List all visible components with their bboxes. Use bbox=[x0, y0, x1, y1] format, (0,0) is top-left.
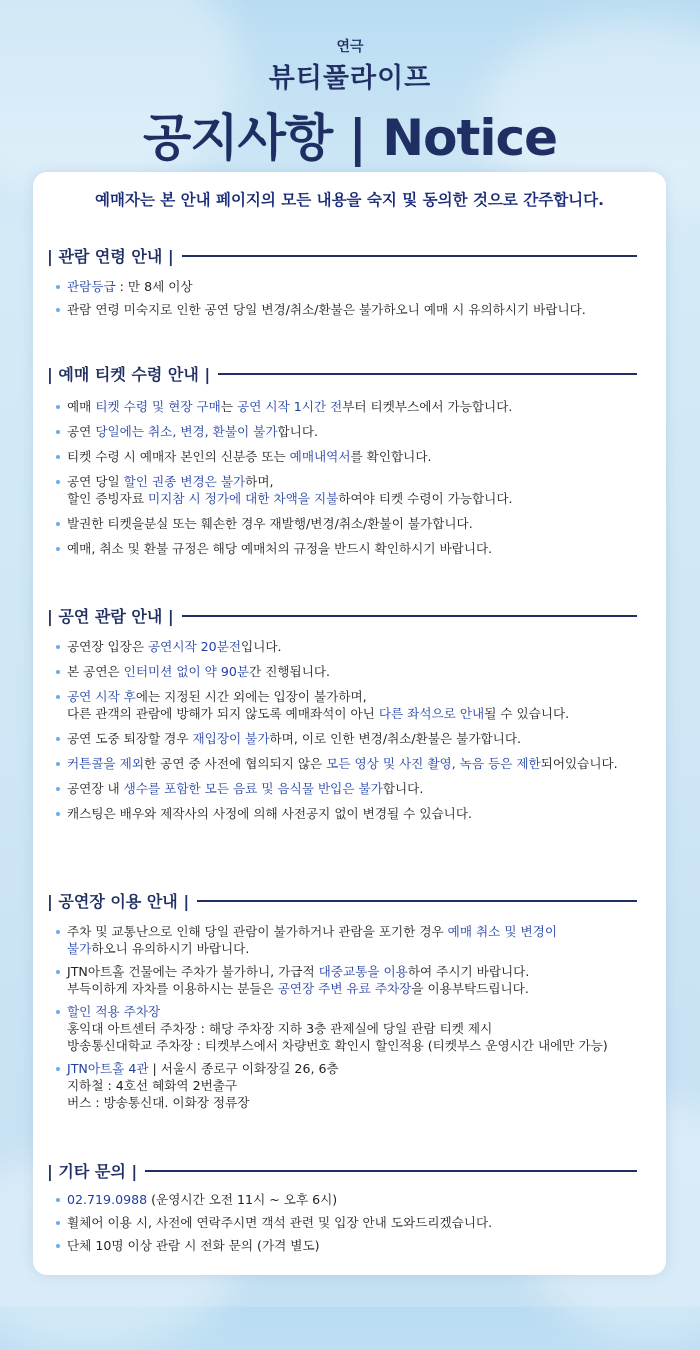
item-line bbox=[67, 540, 637, 557]
body-text: 공연 당일 bbox=[67, 474, 124, 489]
item-line bbox=[67, 1003, 637, 1020]
body-text: 주차 및 교통난으로 인해 당일 관람이 불가하거나 관람을 포기한 경우 bbox=[67, 924, 448, 939]
section-venue bbox=[47, 887, 637, 1117]
item-line bbox=[67, 1037, 637, 1054]
body-text: 홍익대 아트센터 주차장 : 해당 주차장 지하 3층 관제실에 당일 관람 티켓 제시 bbox=[67, 1021, 493, 1036]
list-item bbox=[47, 923, 637, 957]
body-text: 공연 bbox=[67, 424, 96, 439]
bullet-dot bbox=[56, 405, 60, 409]
body-text: 공연 도중 퇴장할 경우 bbox=[67, 731, 193, 746]
section-title: | 기타 문의 | bbox=[47, 1161, 138, 1181]
item-line bbox=[67, 423, 637, 440]
item-line bbox=[67, 1020, 637, 1037]
list-item bbox=[47, 805, 637, 822]
body-text: 입니다. bbox=[241, 639, 282, 654]
highlight-text: 할인 적용 주차장 bbox=[67, 1004, 161, 1019]
highlight-text: 공연 시작 1시간 전 bbox=[237, 399, 343, 414]
body-text: 되어있습니다. bbox=[540, 756, 618, 771]
bullet-dot bbox=[56, 285, 60, 289]
item-line bbox=[67, 490, 637, 507]
list-item bbox=[47, 1191, 637, 1208]
genre-label: 연극 bbox=[336, 39, 364, 55]
bullet-dot bbox=[56, 547, 60, 551]
item-line bbox=[67, 923, 637, 940]
body-text: 부득이하게 자차를 이용하시는 분들은 bbox=[67, 981, 278, 996]
highlight-text: JTN아트홀 4관 bbox=[67, 1061, 149, 1076]
bullet-dot bbox=[56, 812, 60, 816]
section-viewing bbox=[47, 602, 637, 830]
highlight-text: 다른 좌석으로 안내 bbox=[378, 706, 485, 721]
bullet-dot bbox=[56, 1198, 60, 1202]
list-item bbox=[47, 638, 637, 655]
body-text: 방송통신대학교 주차장 : 티켓부스에서 차량번호 확인시 할인적용 (티켓부스 운영시간 내에만 가능) bbox=[67, 1038, 608, 1053]
bullet-dot bbox=[56, 430, 60, 434]
item-line bbox=[67, 1077, 637, 1094]
item-line bbox=[67, 1094, 637, 1111]
list-item bbox=[47, 278, 637, 295]
item-line bbox=[67, 515, 637, 532]
item-line bbox=[67, 940, 637, 957]
highlight-text: 할인 권종 변경은 불가 bbox=[123, 474, 246, 489]
highlight-text: 공연시작 20분전 bbox=[148, 639, 242, 654]
bullet-dot bbox=[56, 480, 60, 484]
body-text: 다른 관객의 관람에 방해가 되지 않도록 예매좌석이 아닌 bbox=[67, 706, 379, 721]
list-item bbox=[47, 423, 637, 440]
section-list bbox=[47, 638, 637, 822]
list-item bbox=[47, 448, 637, 465]
section-title: | 공연장 이용 안내 | bbox=[47, 891, 190, 911]
highlight-text: 커튼콜을 제외 bbox=[67, 756, 144, 771]
body-text: : 만 8세 이상 bbox=[115, 279, 193, 294]
item-line bbox=[67, 1060, 637, 1077]
body-text: 부터 티켓부스에서 가능합니다. bbox=[342, 399, 513, 414]
item-line bbox=[67, 755, 637, 772]
item-line bbox=[67, 963, 637, 980]
body-text: 하며, bbox=[245, 474, 274, 489]
body-text: 하오니 유의하시기 바랍니다. bbox=[91, 941, 250, 956]
header bbox=[0, 0, 700, 172]
bullet-dot bbox=[56, 1067, 60, 1071]
divider bbox=[182, 255, 637, 257]
bullet-dot bbox=[56, 645, 60, 649]
body-text: 하며, 이로 인한 변경/취소/환불은 불가합니다. bbox=[269, 731, 522, 746]
item-line bbox=[67, 663, 637, 680]
highlight-text: 예매 취소 및 변경이 bbox=[447, 924, 558, 939]
bullet-dot bbox=[56, 787, 60, 791]
item-line bbox=[67, 980, 637, 997]
list-item bbox=[47, 1214, 637, 1231]
bullet-dot bbox=[56, 695, 60, 699]
highlight-text: 재입장이 불가 bbox=[192, 731, 270, 746]
body-text: 캐스팅은 배우와 제작사의 사정에 의해 사전공지 없이 변경될 수 있습니다. bbox=[67, 806, 472, 821]
highlight-text: 관람등급 bbox=[67, 279, 116, 294]
body-text: 에는 지정된 시간 외에는 입장이 불가하며, bbox=[135, 689, 367, 704]
body-text: 관람 연령 미숙지로 인한 공연 당일 변경/취소/환불은 불가하오니 예매 시 유의하시기 바랍니다. bbox=[67, 302, 586, 317]
body-text: 하여야 티켓 수령이 가능합니다. bbox=[338, 491, 513, 506]
highlight-text: 불가 bbox=[67, 941, 92, 956]
list-item bbox=[47, 398, 637, 415]
divider bbox=[197, 900, 637, 902]
list-item bbox=[47, 301, 637, 318]
section-ticket bbox=[47, 360, 637, 565]
highlight-text: 미지참 시 정가에 대한 차액을 지불 bbox=[148, 491, 339, 506]
list-item bbox=[47, 963, 637, 997]
bullet-dot bbox=[56, 1010, 60, 1014]
highlight-text: 공연장 주변 유료 주차장 bbox=[277, 981, 412, 996]
notice-card bbox=[33, 172, 666, 1275]
body-text: 한 공연 중 사전에 협의되지 않은 bbox=[144, 756, 327, 771]
highlight-text: 대중교통을 이용 bbox=[318, 964, 408, 979]
highlight-text: 모든 영상 및 사진 촬영, 녹음 등은 제한 bbox=[326, 756, 541, 771]
item-line bbox=[67, 688, 637, 705]
body-text: 합니다. bbox=[277, 424, 319, 439]
list-item bbox=[47, 755, 637, 772]
list-item bbox=[47, 780, 637, 797]
body-text: 티켓 수령 시 예매자 본인의 신분증 또는 bbox=[67, 449, 290, 464]
list-item bbox=[47, 1003, 637, 1054]
body-text: 간 진행됩니다. bbox=[249, 664, 331, 679]
highlight-text: 02.719.0988 bbox=[67, 1192, 148, 1207]
section-title: | 공연 관람 안내 | bbox=[47, 606, 174, 626]
body-text: 지하철 : 4호선 혜화역 2번출구 bbox=[67, 1078, 238, 1093]
item-line bbox=[67, 730, 637, 747]
section-list bbox=[47, 1191, 637, 1254]
section-age bbox=[47, 242, 637, 324]
bullet-dot bbox=[56, 455, 60, 459]
body-text: 할인 증빙자료 bbox=[67, 491, 148, 506]
highlight-text: 공연 시작 후 bbox=[67, 689, 136, 704]
item-line bbox=[67, 805, 637, 822]
body-text: 발권한 티켓을분실 또는 훼손한 경우 재발행/변경/취소/환불이 불가합니다. bbox=[67, 516, 473, 531]
highlight-text: 인터미션 없이 약 90분 bbox=[123, 664, 250, 679]
body-text: 될 수 있습니다. bbox=[484, 706, 570, 721]
bullet-dot bbox=[56, 308, 60, 312]
item-line bbox=[67, 1214, 637, 1231]
divider bbox=[218, 373, 637, 375]
intro-text: 예매자는 본 안내 페이지의 모든 내용을 숙지 및 동의한 것으로 간주합니다. bbox=[94, 191, 605, 209]
section-title: | 예매 티켓 수령 안내 | bbox=[47, 364, 211, 384]
body-text: JTN아트홀 건물에는 주차가 불가하니, 가급적 bbox=[67, 964, 319, 979]
bullet-dot bbox=[56, 1221, 60, 1225]
bullet-dot bbox=[56, 930, 60, 934]
section-list bbox=[47, 278, 637, 318]
bullet-dot bbox=[56, 1244, 60, 1248]
body-text: 휠체어 이용 시, 사전에 연락주시면 객석 관련 및 입장 안내 도와드리겠습니다. bbox=[67, 1215, 493, 1230]
body-text: 단체 10명 이상 관람 시 전화 문의 (가격 별도) bbox=[67, 1238, 320, 1253]
bullet-dot bbox=[56, 522, 60, 526]
item-line bbox=[67, 780, 637, 797]
body-text: (운영시간 오전 11시 ~ 오후 6시) bbox=[147, 1192, 338, 1207]
item-line bbox=[67, 638, 637, 655]
highlight-text: 예매내역서 bbox=[289, 449, 351, 464]
body-text: 를 확인합니다. bbox=[350, 449, 432, 464]
page-title: 공지사항 | Notice bbox=[142, 109, 558, 167]
item-line bbox=[67, 1191, 637, 1208]
bullet-dot bbox=[56, 670, 60, 674]
body-text: 합니다. bbox=[382, 781, 424, 796]
show-title: 뷰티풀라이프 bbox=[268, 63, 432, 94]
divider bbox=[182, 615, 637, 617]
body-text: 본 공연은 bbox=[67, 664, 124, 679]
body-text: 을 이용부탁드립니다. bbox=[411, 981, 529, 996]
body-text: 하여 주시기 바랍니다. bbox=[407, 964, 530, 979]
section-contact bbox=[47, 1157, 637, 1260]
body-text: 예매, 취소 및 환불 규정은 해당 예매처의 규정을 반드시 확인하시기 바랍니다. bbox=[67, 541, 493, 556]
divider bbox=[145, 1170, 637, 1172]
list-item bbox=[47, 688, 637, 722]
item-line bbox=[67, 301, 637, 318]
section-list bbox=[47, 398, 637, 557]
list-item bbox=[47, 1237, 637, 1254]
section-title: | 관람 연령 안내 | bbox=[47, 246, 174, 266]
list-item bbox=[47, 663, 637, 680]
bullet-dot bbox=[56, 737, 60, 741]
body-text: | 서울시 종로구 이화장길 26, 6층 bbox=[148, 1061, 339, 1076]
body-text: 는 bbox=[220, 399, 238, 414]
list-item bbox=[47, 540, 637, 557]
bullet-dot bbox=[56, 970, 60, 974]
item-line bbox=[67, 398, 637, 415]
item-line bbox=[67, 1237, 637, 1254]
section-list bbox=[47, 923, 637, 1111]
body-text: 공연장 입장은 bbox=[67, 639, 148, 654]
item-line bbox=[67, 278, 637, 295]
highlight-text: 당일에는 취소, 변경, 환불이 불가 bbox=[95, 424, 278, 439]
list-item bbox=[47, 515, 637, 532]
list-item bbox=[47, 1060, 637, 1111]
item-line bbox=[67, 448, 637, 465]
body-text: 버스 : 방송통신대. 이화장 정류장 bbox=[67, 1095, 250, 1110]
body-text: 예매 bbox=[67, 399, 96, 414]
list-item bbox=[47, 730, 637, 747]
list-item bbox=[47, 473, 637, 507]
highlight-text: 생수를 포함한 모든 음료 및 음식물 반입은 불가 bbox=[123, 781, 383, 796]
body-text: 공연장 내 bbox=[67, 781, 124, 796]
item-line bbox=[67, 705, 637, 722]
highlight-text: 티켓 수령 및 현장 구매 bbox=[95, 399, 221, 414]
item-line bbox=[67, 473, 637, 490]
bullet-dot bbox=[56, 762, 60, 766]
